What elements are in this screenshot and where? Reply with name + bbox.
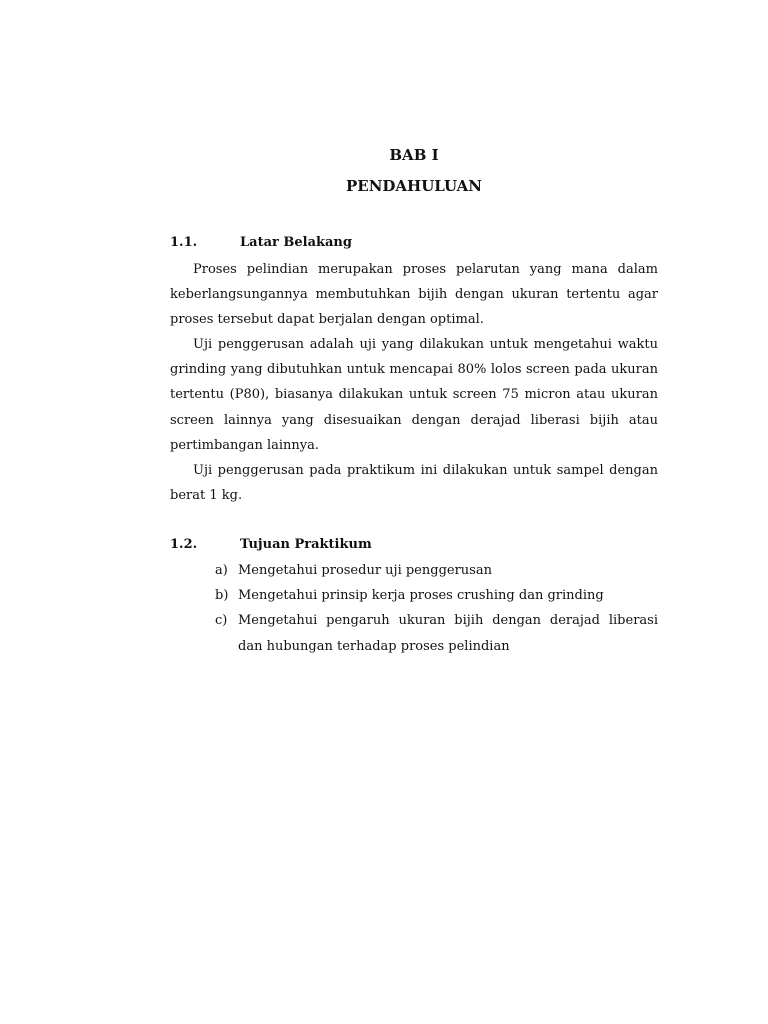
section-title: Latar Belakang bbox=[240, 235, 352, 250]
list-item bbox=[215, 608, 658, 658]
paragraph: Proses pelindian merupakan proses pelarutan yang mana dalam keberlangsungannya membutuhkan bijih dengan ukuran tertentu agar proses tersebut dapat berjalan dengan optimal. bbox=[170, 262, 658, 328]
list-item bbox=[215, 558, 658, 583]
paragraph: Uji penggerusan pada praktikum ini dilakukan untuk sampel dengan berat 1 kg. bbox=[170, 463, 658, 504]
list-item-text: Mengetahui pengaruh ukuran bijih dengan derajad liberasi dan hubungan terhadap proses pelindian bbox=[238, 613, 658, 654]
chapter-label: BAB I bbox=[389, 146, 439, 164]
paragraph: Uji penggerusan adalah uji yang dilakukan untuk mengetahui waktu grinding yang dibutuhkan untuk mencapai 80% lolos screen pada ukuran tertentu (P80), biasanya dilakukan untuk screen 75 micron atau ukuran screen lainnya yang disesuaikan dengan derajad liberasi bijih atau pertimbangan lainnya. bbox=[170, 337, 658, 453]
list-marker: b) bbox=[215, 588, 229, 604]
section-title: Tujuan Praktikum bbox=[240, 537, 372, 552]
chapter-title: PENDAHULUAN bbox=[345, 177, 483, 195]
section-number: 1.1. bbox=[170, 235, 198, 250]
list-marker: c) bbox=[215, 613, 228, 629]
list-item bbox=[215, 583, 658, 608]
list-item-text: Mengetahui prinsip kerja proses crushing dan grinding bbox=[238, 588, 604, 604]
objectives-list bbox=[215, 558, 658, 659]
list-marker: a) bbox=[215, 563, 228, 578]
section-number: 1.2. bbox=[170, 537, 198, 552]
list-item-text: Mengetahui prosedur uji penggerusan bbox=[238, 563, 492, 578]
